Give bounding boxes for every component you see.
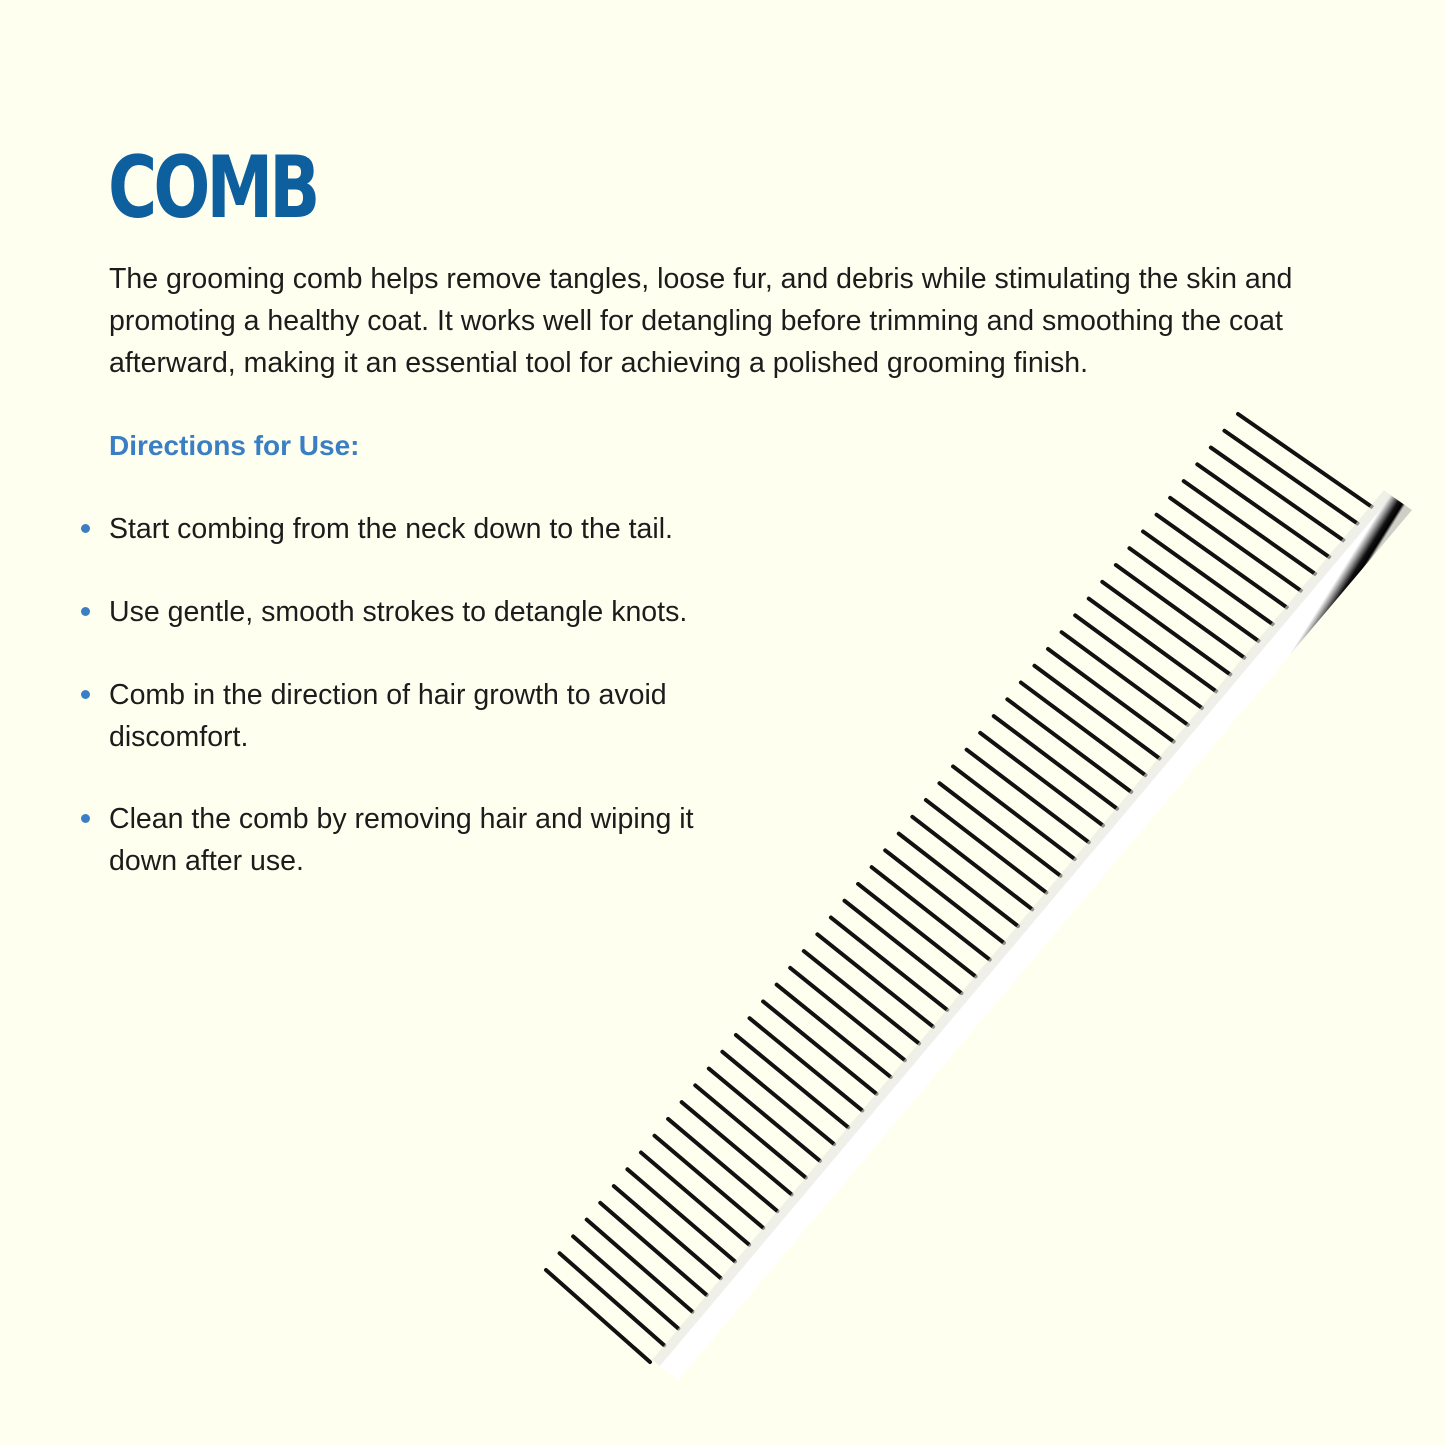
comb-tooth: [967, 750, 1089, 843]
comb-tooth: [1048, 649, 1174, 742]
direction-text: Use gentle, smooth strokes to detangle knots.: [109, 596, 688, 628]
comb-tooth: [1021, 683, 1146, 776]
comb-tooth: [627, 1169, 735, 1261]
page-title: COMB: [108, 138, 317, 238]
comb-tooth: [682, 1102, 792, 1194]
comb-tooth: [912, 817, 1032, 910]
intro-paragraph: The grooming comb helps remove tangles, loose fur, and debris while stimulating the skin and promoting a healthy coat. It works well for detangling before trimming and smoothing the coat afterward, making it an essential tool for achieving a polished grooming finish.: [109, 263, 1293, 379]
comb-tooth: [831, 918, 947, 1010]
comb-tooth: [1075, 615, 1202, 708]
comb-tooth: [560, 1253, 665, 1345]
comb-tooth: [1034, 666, 1159, 759]
direction-text: Clean the comb by removing hair and wiping it down after use.: [109, 803, 694, 877]
comb-tooth: [926, 800, 1046, 893]
comb-tooth: [858, 884, 976, 976]
comb-tooth: [546, 1270, 650, 1362]
comb-spine: [654, 492, 1412, 1380]
comb-tooth: [1062, 632, 1188, 725]
direction-text: Comb in the direction of hair growth to avoid discomfort.: [109, 679, 667, 753]
comb-tooth: [709, 1069, 820, 1161]
comb-tooth: [980, 733, 1103, 826]
comb-tooth: [1116, 565, 1245, 658]
comb-tooth: [1102, 582, 1230, 675]
comb-tooth: [804, 951, 919, 1043]
comb-tooth: [736, 1035, 848, 1127]
comb-tooth: [600, 1203, 706, 1295]
comb-tooth: [885, 850, 1004, 942]
comb-tooth: [777, 985, 891, 1077]
direction-text: Start combing from the neck down to the tail.: [109, 513, 673, 545]
comb-tooth: [1157, 515, 1287, 608]
comb-tooth: [994, 716, 1117, 809]
comb-tooth: [1143, 531, 1273, 624]
comb-teeth: [546, 414, 1372, 1362]
comb-tooth: [695, 1085, 805, 1177]
comb-tooth: [722, 1052, 834, 1144]
comb-tooth: [668, 1119, 777, 1211]
comb-tooth: [1007, 699, 1131, 792]
comb-tooth: [872, 867, 990, 959]
comb-tooth: [1129, 548, 1258, 641]
comb-tooth: [939, 783, 1060, 876]
comb-tooth: [1224, 431, 1357, 524]
comb-tooth: [587, 1220, 693, 1312]
comb-tooth: [1089, 599, 1217, 692]
comb-tooth: [845, 901, 962, 993]
comb-tooth: [1184, 481, 1316, 574]
comb-tooth: [790, 968, 905, 1060]
comb-tooth: [953, 766, 1075, 859]
directions-heading: Directions for Use:: [109, 430, 360, 461]
comb-tooth: [614, 1186, 721, 1278]
comb-tooth: [1197, 464, 1329, 557]
comb-tooth: [573, 1236, 678, 1328]
comb-tooth: [899, 834, 1018, 927]
comb-tooth: [655, 1136, 764, 1228]
comb-spine-highlight: [652, 490, 1392, 1366]
comb-tooth: [763, 1001, 876, 1093]
comb-tooth: [641, 1153, 749, 1245]
comb-tooth: [750, 1018, 863, 1110]
comb-tooth: [1238, 414, 1372, 507]
comb-tooth: [817, 934, 933, 1026]
comb-tooth: [1170, 498, 1301, 591]
comb-tooth: [1211, 448, 1344, 541]
